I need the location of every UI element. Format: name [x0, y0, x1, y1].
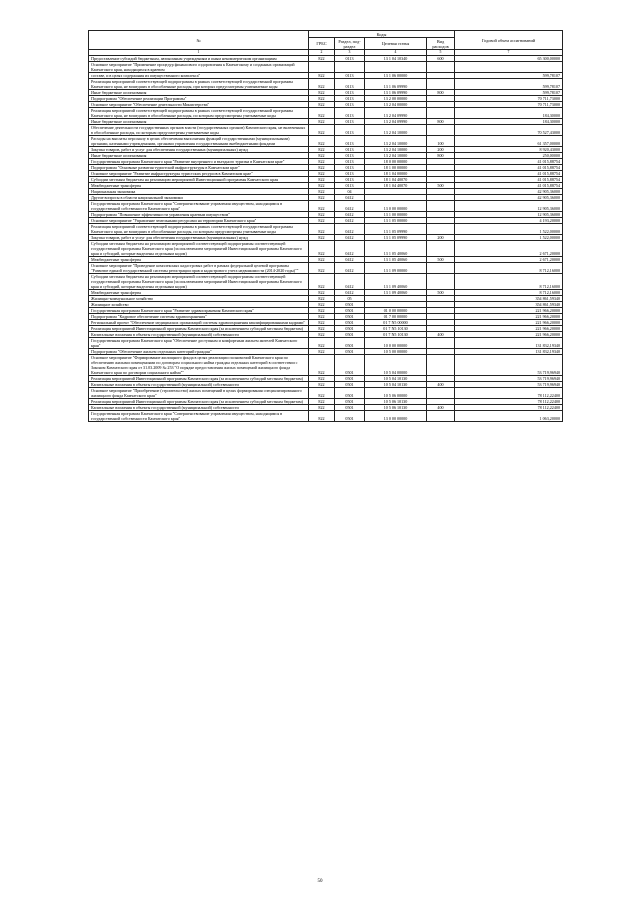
budget-table-page: [88, 30, 562, 422]
row-amount-cell: 8 712,16000: [455, 262, 563, 273]
row-type-cell: 200: [427, 146, 455, 152]
row-type-cell: [427, 337, 455, 348]
row-grbs-cell: 822: [309, 301, 335, 307]
row-target-cell: 18 1 00 00000: [365, 164, 427, 170]
row-amount-cell: 354 861,59340: [455, 301, 563, 307]
table-row: [89, 262, 563, 273]
column-index-cell: 2: [309, 50, 335, 56]
row-target-cell: 01 7 N5 00000: [365, 319, 427, 325]
row-name-cell: Реализация мероприятий соответствующей подпрограммы в рамках соответствующей государственной программы Камчатского края, не вошедших в обособленные расходы, по которым предусмотрены учитываемые коды: [89, 107, 309, 118]
row-name-cell: Подпрограмма "Повышение эффективности управления краевым имуществом": [89, 211, 309, 217]
row-name-cell: Субсидии местным бюджетам на реализацию мероприятий соответствующей подпрограммы соответствующей государственной программы Камчатского края (за исключением мероприятий Инвестиционной программы Камчатского края и субсидий, которые выделены отдельным кодом): [89, 273, 309, 289]
row-name-cell: Государственная программа Камчатского края "Обеспечение доступным и комфортным жильем жителей Камчатского края": [89, 337, 309, 348]
header-type: Вид расходов: [427, 38, 455, 50]
row-section-cell: 0501: [335, 354, 365, 375]
row-type-cell: [427, 387, 455, 398]
row-target-cell: 13 1 04 10340: [365, 55, 427, 61]
row-grbs-cell: 822: [309, 182, 335, 188]
row-amount-cell: 184,30000: [455, 118, 563, 124]
row-name-cell: Реализация мероприятий соответствующей подпрограммы в рамках соответствующей государственной программы Камчатского края, не вошедших в обособленные расходы, при которых предусмотрены учитываемые коды: [89, 78, 309, 89]
row-amount-cell: 1 522,00000: [455, 234, 563, 240]
row-target-cell: [365, 61, 427, 72]
row-target-cell: 01 7 N5 10130: [365, 331, 427, 337]
row-grbs-cell: 822: [309, 158, 335, 164]
row-type-cell: 200: [427, 234, 455, 240]
row-amount-cell: 78 112,22400: [455, 387, 563, 398]
row-target-cell: 10 5 04 10130: [365, 375, 427, 381]
row-type-cell: 400: [427, 404, 455, 410]
row-name-cell: Подпрограмма "Кадровое обеспечение системы здравоохранения": [89, 313, 309, 319]
row-amount-cell: 599,78107: [455, 72, 563, 78]
row-name-cell: Реализация мероприятий соответствующей подпрограммы в рамках соответствующей государственной программы Камчатского края, не вошедших в обособленные расходы, по которым предусмотрены учитываемые коды: [89, 223, 309, 234]
row-target-cell: 13 1 06 09990: [365, 89, 427, 95]
row-target-cell: 13 0 00 00000: [365, 410, 427, 421]
row-section-cell: 0501: [335, 381, 365, 387]
row-grbs-cell: 822: [309, 381, 335, 387]
header-num: №: [89, 31, 309, 50]
row-name-cell: Субсидии местным бюджетам на реализацию мероприятий Инвестиционной программы Камчатского края: [89, 176, 309, 182]
row-target-cell: 10 5 06 10130: [365, 404, 427, 410]
row-target-cell: 13 0 00 00000: [365, 200, 427, 211]
row-grbs-cell: 822: [309, 348, 335, 354]
table-body: [89, 55, 563, 421]
table-row: [89, 124, 563, 135]
row-type-cell: [427, 61, 455, 72]
row-section-cell: 05: [335, 295, 365, 301]
row-section-cell: 0501: [335, 301, 365, 307]
row-grbs-cell: 822: [309, 78, 335, 89]
table-row: [89, 273, 563, 289]
row-type-cell: 500: [427, 182, 455, 188]
row-type-cell: 400: [427, 331, 455, 337]
row-type-cell: 500: [427, 289, 455, 295]
row-name-cell: Предоставление субсидий бюджетным, автономным учреждениям и иным некоммерческим организациям: [89, 55, 309, 61]
row-target-cell: 10 5 06 00000: [365, 387, 427, 398]
row-amount-cell: 354 861,59340: [455, 295, 563, 301]
row-grbs-cell: 822: [309, 170, 335, 176]
row-amount-cell: 53 719,96940: [455, 375, 563, 381]
header-amount: Годовой объем ассигнований: [455, 31, 563, 50]
row-type-cell: [427, 107, 455, 118]
row-grbs-cell: 822: [309, 234, 335, 240]
row-amount-cell: 1 522,00000: [455, 223, 563, 234]
row-section-cell: 0412: [335, 223, 365, 234]
row-section-cell: 0113: [335, 55, 365, 61]
row-grbs-cell: 822: [309, 262, 335, 273]
row-target-cell: 13 1 00 00000: [365, 211, 427, 217]
row-amount-cell: 70 711,73000: [455, 95, 563, 101]
table-row: [89, 78, 563, 89]
row-name-cell: Расходы на выплаты персоналу в целях обеспечения выполнения функций государственными (муниципальными) органами, казенными учреждениями, органами управления государственными внебюджетными фондами: [89, 135, 309, 146]
row-amount-cell: 221 966,20000: [455, 325, 563, 331]
row-target-cell: 13 1 09 00000: [365, 262, 427, 273]
row-name-cell: Межбюджетные трансферты: [89, 256, 309, 262]
row-name-cell: Иные бюджетные ассигнования: [89, 152, 309, 158]
row-amount-cell: 65 300,00000: [455, 55, 563, 61]
row-section-cell: 0501: [335, 307, 365, 313]
table-header: [89, 31, 563, 56]
row-amount-cell: 599,78107: [455, 89, 563, 95]
row-name-cell: Иные бюджетные ассигнования: [89, 89, 309, 95]
row-grbs-cell: 822: [309, 354, 335, 375]
row-type-cell: 500: [427, 256, 455, 262]
row-name-cell: Подпрограмма "Основные развития туристской инфраструктуры в Камчатском крае": [89, 164, 309, 170]
row-section-cell: 0113: [335, 118, 365, 124]
row-section-cell: 0113: [335, 170, 365, 176]
row-section-cell: 0113: [335, 72, 365, 78]
row-target-cell: 13 1 09 40060: [365, 273, 427, 289]
column-index-cell: 5: [427, 50, 455, 56]
row-name-cell: Реализация мероприятий Инвестиционной программы Камчатского края (за исключением субсидий местным бюджетам): [89, 375, 309, 381]
row-name-cell: Государственная программа Камчатского края "Развитие внутреннего и въездного туризма в Камчатском крае": [89, 158, 309, 164]
row-name-cell: Основное мероприятие "Обеспечение деятельности Министерства": [89, 101, 309, 107]
row-type-cell: 600: [427, 55, 455, 61]
header-grbs: ГРБС: [309, 38, 335, 50]
row-amount-cell: 8 920,43000: [455, 146, 563, 152]
row-section-cell: 0412: [335, 256, 365, 262]
row-grbs-cell: 822: [309, 240, 335, 256]
row-amount-cell: 42 905,36000: [455, 194, 563, 200]
row-name-cell: Иные бюджетные ассигнования: [89, 118, 309, 124]
row-target-cell: 18 1 04 40070: [365, 176, 427, 182]
row-amount-cell: 131 832,19340: [455, 337, 563, 348]
row-grbs-cell: 822: [309, 319, 335, 325]
row-amount-cell: 53 719,96940: [455, 381, 563, 387]
row-section-cell: 0113: [335, 124, 365, 135]
row-grbs-cell: 822: [309, 307, 335, 313]
row-type-cell: 800: [427, 152, 455, 158]
row-type-cell: 400: [427, 381, 455, 387]
row-grbs-cell: 822: [309, 188, 335, 194]
table-row: [89, 61, 563, 72]
row-grbs-cell: 822: [309, 375, 335, 381]
row-type-cell: [427, 262, 455, 273]
column-index-cell: 1: [89, 50, 309, 56]
row-grbs-cell: 822: [309, 107, 335, 118]
row-name-cell: Государственная программа Камчатского края "Совершенствование управления имуществом, находящимся в государственной собственности Камчатского края": [89, 200, 309, 211]
row-name-cell: Закупка товаров, работ и услуг для обеспечения государственных (муниципальных) нужд: [89, 234, 309, 240]
row-target-cell: 13 2 04 10000: [365, 152, 427, 158]
row-grbs-cell: 822: [309, 211, 335, 217]
row-type-cell: [427, 124, 455, 135]
row-grbs-cell: 822: [309, 135, 335, 146]
row-name-cell: Подпрограмма "Обеспечение жильем отдельных категорий граждан": [89, 348, 309, 354]
row-grbs-cell: 822: [309, 146, 335, 152]
row-target-cell: 13 2 04 09990: [365, 118, 427, 124]
row-amount-cell: 12 905,36000: [455, 211, 563, 217]
row-type-cell: [427, 240, 455, 256]
row-grbs-cell: 822: [309, 273, 335, 289]
row-type-cell: 100: [427, 135, 455, 146]
row-grbs-cell: 822: [309, 152, 335, 158]
row-name-cell: Основное мероприятие "Применение процедур финансового оздоровления к Камчатскому и созданных организаций Камчатского края, находящихся в краевом: [89, 61, 309, 72]
row-section-cell: 0412: [335, 217, 365, 223]
row-target-cell: 10 5 06 10130: [365, 398, 427, 404]
row-grbs-cell: 822: [309, 55, 335, 61]
row-grbs-cell: 822: [309, 410, 335, 421]
row-section-cell: 0501: [335, 375, 365, 381]
table-row: [89, 200, 563, 211]
row-amount-cell: 4 193,20000: [455, 217, 563, 223]
row-section-cell: 0113: [335, 176, 365, 182]
row-amount-cell: 12 905,36000: [455, 200, 563, 211]
row-name-cell: Обеспечение деятельности государственных органов власти (государственных органов) Камчатского края, не включенных в обособленные расходы, по которым предусмотрены учитываемые коды: [89, 124, 309, 135]
row-target-cell: 13 2 00 00000: [365, 95, 427, 101]
row-section-cell: 0412: [335, 234, 365, 240]
table-row: [89, 107, 563, 118]
row-amount-cell: 41 015,88754: [455, 158, 563, 164]
row-name-cell: Основное мероприятие "Развитие инфраструктуры туристских ресурсов в Камчатском крае": [89, 170, 309, 176]
row-grbs-cell: 822: [309, 289, 335, 295]
row-name-cell: Реализация мероприятий Инвестиционной программы Камчатского края (за исключением субсидий местным бюджетам): [89, 398, 309, 404]
row-grbs-cell: 822: [309, 200, 335, 211]
row-name-cell: Государственная программа Камчатского края "Развитие здравоохранения Камчатского края": [89, 307, 309, 313]
row-grbs-cell: 822: [309, 194, 335, 200]
row-target-cell: 13 2 04 09990: [365, 107, 427, 118]
row-section-cell: 0113: [335, 95, 365, 101]
row-type-cell: [427, 223, 455, 234]
row-grbs-cell: 822: [309, 404, 335, 410]
row-grbs-cell: 822: [309, 118, 335, 124]
row-amount-cell: 221 966,20000: [455, 313, 563, 319]
row-amount-cell: 53 719,96940: [455, 354, 563, 375]
row-amount-cell: 221 966,20000: [455, 307, 563, 313]
row-target-cell: 10 5 04 00000: [365, 354, 427, 375]
row-target-cell: 18 0 00 00000: [365, 158, 427, 164]
row-type-cell: [427, 410, 455, 421]
row-section-cell: 0412: [335, 194, 365, 200]
row-name-cell: Капитальные вложения в объекты государственной (муниципальной) собственности: [89, 404, 309, 410]
row-section-cell: 0412: [335, 273, 365, 289]
row-type-cell: [427, 200, 455, 211]
row-section-cell: 0501: [335, 404, 365, 410]
row-section-cell: 0113: [335, 182, 365, 188]
table-row: [89, 223, 563, 234]
row-amount-cell: 42 905,36000: [455, 188, 563, 194]
row-grbs-cell: 822: [309, 337, 335, 348]
row-section-cell: 0113: [335, 89, 365, 95]
row-type-cell: [427, 78, 455, 89]
row-type-cell: 800: [427, 118, 455, 124]
row-grbs-cell: 822: [309, 217, 335, 223]
row-name-cell: Основное мероприятие "Управление земельными ресурсами на территории Камчатского края": [89, 217, 309, 223]
row-section-cell: 0412: [335, 240, 365, 256]
row-amount-cell: 221 966,20000: [455, 319, 563, 325]
column-index-cell: 7: [455, 50, 563, 56]
row-section-cell: 0113: [335, 135, 365, 146]
row-section-cell: 0501: [335, 387, 365, 398]
row-name-cell: Основное мероприятие "Формирование жилищного фонда в целях реализации полномочий Камчатского края по обеспечению жилыми помещениями по договорам социального найма граждан отдельных категорий в соответствии с Законом Камчатского края от 31.03.2009 № 253 "О порядке предоставления жилых помещений жилищного фонда Камчатского края по договорам социального найма"": [89, 354, 309, 375]
table-row: [89, 410, 563, 421]
row-target-cell: 13 1 05 09990: [365, 223, 427, 234]
row-name-cell: Национальная экономика: [89, 188, 309, 194]
row-target-cell: 13 1 05 00000: [365, 217, 427, 223]
row-grbs-cell: 822: [309, 387, 335, 398]
row-section-cell: 0113: [335, 164, 365, 170]
row-target-cell: 01 0 00 00000: [365, 307, 427, 313]
row-section-cell: 0113: [335, 101, 365, 107]
row-amount-cell: 41 015,88754: [455, 176, 563, 182]
row-name-cell: Подпрограмма "Обеспечение реализации Программы": [89, 95, 309, 101]
row-section-cell: 0412: [335, 200, 365, 211]
table-row: [89, 135, 563, 146]
row-amount-cell: 8 712,16000: [455, 273, 563, 289]
row-amount-cell: 78 112,22400: [455, 404, 563, 410]
row-target-cell: 13 1 06 09990: [365, 78, 427, 89]
row-section-cell: 0412: [335, 262, 365, 273]
row-target-cell: 13 2 04 10000: [365, 124, 427, 135]
row-amount-cell: 41 015,88754: [455, 170, 563, 176]
row-target-cell: 01 7 00 00000: [365, 313, 427, 319]
row-section-cell: 0113: [335, 158, 365, 164]
row-grbs-cell: 822: [309, 72, 335, 78]
row-grbs-cell: 822: [309, 95, 335, 101]
row-amount-cell: 221 966,20000: [455, 331, 563, 337]
row-grbs-cell: 822: [309, 164, 335, 170]
row-name-cell: Другие вопросы в области национальной экономики: [89, 194, 309, 200]
column-index-cell: 4: [365, 50, 427, 56]
row-amount-cell: 2 671,20000: [455, 256, 563, 262]
row-grbs-cell: 822: [309, 331, 335, 337]
table-row: [89, 387, 563, 398]
row-amount-cell: 8 712,16000: [455, 289, 563, 295]
row-amount-cell: 41 015,88754: [455, 182, 563, 188]
row-type-cell: 800: [427, 89, 455, 95]
row-section-cell: 0501: [335, 319, 365, 325]
row-section-cell: 0412: [335, 211, 365, 217]
row-grbs-cell: 822: [309, 295, 335, 301]
row-grbs-cell: 822: [309, 89, 335, 95]
row-section-cell: 0501: [335, 331, 365, 337]
row-name-cell: Государственная программа Камчатского края "Совершенствование управления имуществом, находящимся в государственной собственности Камчатского края": [89, 410, 309, 421]
row-name-cell: Региональный проект "Обеспечение медицинских организаций системы здравоохранения квалифицированными кадрами": [89, 319, 309, 325]
row-target-cell: 13 1 09 40060: [365, 289, 427, 295]
budget-table: [88, 30, 563, 422]
row-target-cell: 13 1 05 40060: [365, 256, 427, 262]
row-name-cell: Жилищное хозяйство: [89, 301, 309, 307]
row-section-cell: 0113: [335, 152, 365, 158]
row-section-cell: 0501: [335, 398, 365, 404]
row-name-cell: Капитальные вложения в объекты государственной (муниципальной) собственности: [89, 331, 309, 337]
row-amount-cell: 78 112,22400: [455, 398, 563, 404]
row-section-cell: [335, 61, 365, 72]
row-target-cell: 13 1 05 40060: [365, 240, 427, 256]
row-target-cell: 01 7 N5 10130: [365, 325, 427, 331]
row-amount-cell: 131 832,19340: [455, 348, 563, 354]
row-section-cell: 0113: [335, 78, 365, 89]
row-section-cell: 0501: [335, 313, 365, 319]
row-name-cell: Основное мероприятие "Приобретение (строительство) жилых помещений в целях формирования специализированного жилищного фонда Камчатского края": [89, 387, 309, 398]
row-target-cell: 10 5 04 10130: [365, 381, 427, 387]
row-section-cell: 0501: [335, 348, 365, 354]
row-grbs-cell: 822: [309, 325, 335, 331]
row-grbs-cell: 822: [309, 256, 335, 262]
row-grbs-cell: 822: [309, 101, 335, 107]
row-grbs-cell: 822: [309, 313, 335, 319]
row-amount-cell: [455, 61, 563, 72]
row-grbs-cell: 822: [309, 124, 335, 135]
row-section-cell: 04: [335, 188, 365, 194]
row-name-cell: Реализация мероприятий Инвестиционной программы Камчатского края (за исключением субсидий местным бюджетам): [89, 325, 309, 331]
row-target-cell: 13 1 05 09990: [365, 234, 427, 240]
row-grbs-cell: 822: [309, 176, 335, 182]
row-name-cell: Закупка товаров, работ и услуг для обеспечения государственных (муниципальных) нужд: [89, 146, 309, 152]
table-row: [89, 240, 563, 256]
row-name-cell: Межбюджетные трансферты: [89, 182, 309, 188]
row-amount-cell: 61 357,00000: [455, 135, 563, 146]
row-name-cell: Жилищно-коммунальное хозяйство: [89, 295, 309, 301]
row-grbs-cell: [309, 61, 335, 72]
row-type-cell: [427, 273, 455, 289]
row-amount-cell: 250,00000: [455, 152, 563, 158]
row-grbs-cell: 822: [309, 223, 335, 234]
column-index-cell: 3: [335, 50, 365, 56]
row-section-cell: 0412: [335, 289, 365, 295]
row-target-cell: 13 2 04 10000: [365, 135, 427, 146]
row-grbs-cell: 822: [309, 398, 335, 404]
row-name-cell: составе, и в целях содержания их имущественного комплекса": [89, 72, 309, 78]
row-name-cell: Субсидии местным бюджетам на реализацию мероприятий соответствующей подпрограммы соответствующей государственной программы Камчатского края (за исключением мероприятий Инвестиционной программы Камчатского края и субсидий, которые выделены отдельным кодом): [89, 240, 309, 256]
table-row: [89, 354, 563, 375]
header-codes: Коды: [309, 31, 455, 38]
row-target-cell: 18 1 04 00000: [365, 170, 427, 176]
row-amount-cell: 1 063,20000: [455, 410, 563, 421]
header-target: Целевая статья: [365, 38, 427, 50]
row-name-cell: Основное мероприятие "Проведение комплексных кадастровых работ в рамках федеральной целевой программы "Развитие единой государственной системы регистрации прав и кадастрового учета недвижимости (2014-2020 годы)"": [89, 262, 309, 273]
row-amount-cell: 70 527,43000: [455, 124, 563, 135]
row-amount-cell: 184,30000: [455, 107, 563, 118]
row-target-cell: 13 2 04 10000: [365, 146, 427, 152]
row-amount-cell: 41 015,88754: [455, 164, 563, 170]
row-name-cell: Межбюджетные трансферты: [89, 289, 309, 295]
row-target-cell: 10 0 00 00000: [365, 337, 427, 348]
row-target-cell: 10 5 00 00000: [365, 348, 427, 354]
page-number: 50: [317, 879, 323, 884]
row-section-cell: 0113: [335, 146, 365, 152]
row-amount-cell: 70 711,73000: [455, 101, 563, 107]
row-type-cell: [427, 354, 455, 375]
row-section-cell: 0501: [335, 325, 365, 331]
row-amount-cell: 2 671,20000: [455, 240, 563, 256]
row-section-cell: 0501: [335, 337, 365, 348]
row-target-cell: 18 1 04 40070: [365, 182, 427, 188]
row-target-cell: 13 1 06 00000: [365, 72, 427, 78]
row-section-cell: 0501: [335, 410, 365, 421]
row-name-cell: Капитальные вложения в объекты государственной (муниципальной) собственности: [89, 381, 309, 387]
row-target-cell: 13 2 04 00000: [365, 101, 427, 107]
header-section: Раздел, под-раздел: [335, 38, 365, 50]
row-amount-cell: 599,78107: [455, 78, 563, 89]
table-row: [89, 337, 563, 348]
row-section-cell: 0113: [335, 107, 365, 118]
